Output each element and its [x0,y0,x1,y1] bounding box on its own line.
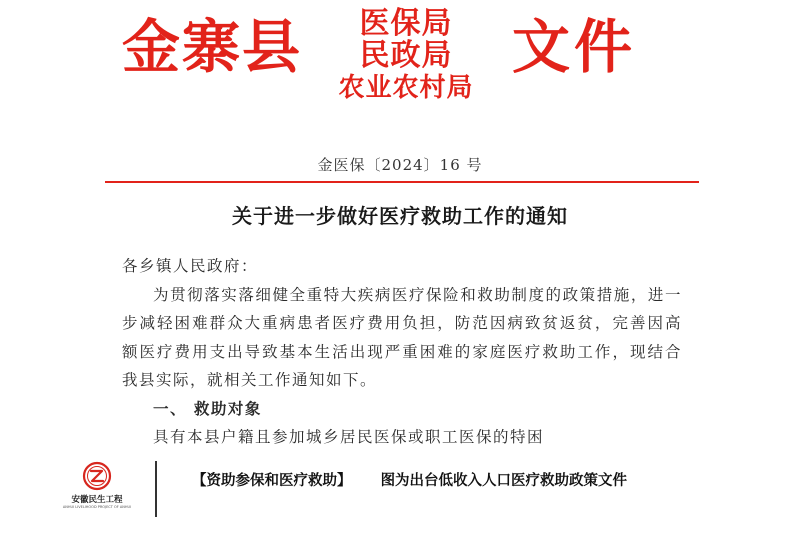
anhui-livelihood-logo [62,461,132,517]
logo-subtitle: ANHUI LIVELIHOOD PROJECT OF ANHUI [62,505,132,509]
masthead-county: 金寨县 [122,13,303,81]
red-divider-rule [105,181,699,183]
logo-name: 安徽民生工程 [71,495,123,505]
footer-divider [155,461,157,517]
masthead-agency-civil-affairs: 民政局 [359,38,453,73]
paragraph-intro: 为贯彻落实落细健全重特大疾病医疗保险和救助制度的政策措施，进一步减轻困难群众大重病患者医疗费用负担，防范因病致贫返贫，完善因高额医疗费用支出导致基本生活出现严重困难的家庭医疗救助工作，现结合我县实际，就相关工作通知如下。 [122,285,682,389]
caption-text: 图为出台低收入人口医疗救助政策文件 [380,473,628,489]
document-title: 关于进一步做好医疗救助工作的通知 [232,204,568,228]
document-body [122,252,682,452]
salutation: 各乡镇人民政府： [122,257,259,275]
section-heading-recipients: 一、 救助对象 [153,398,262,418]
masthead-doc-type: 文件 [512,13,637,81]
masthead-agencies [316,8,496,104]
masthead-agency-medical-insurance: 医保局 [359,6,453,41]
caption-footer [0,455,800,533]
document-number: 金医保〔2024〕16 号 [317,156,483,174]
image-caption [192,469,627,490]
paragraph-recipients-partial: 具有本县户籍且参加城乡居民医保或职工医保的特困 [153,428,545,446]
masthead-agency-agriculture: 农业农村局 [338,73,474,103]
livelihood-emblem-icon [82,461,112,491]
caption-tag: 【资助参保和医疗救助】 [192,473,352,489]
